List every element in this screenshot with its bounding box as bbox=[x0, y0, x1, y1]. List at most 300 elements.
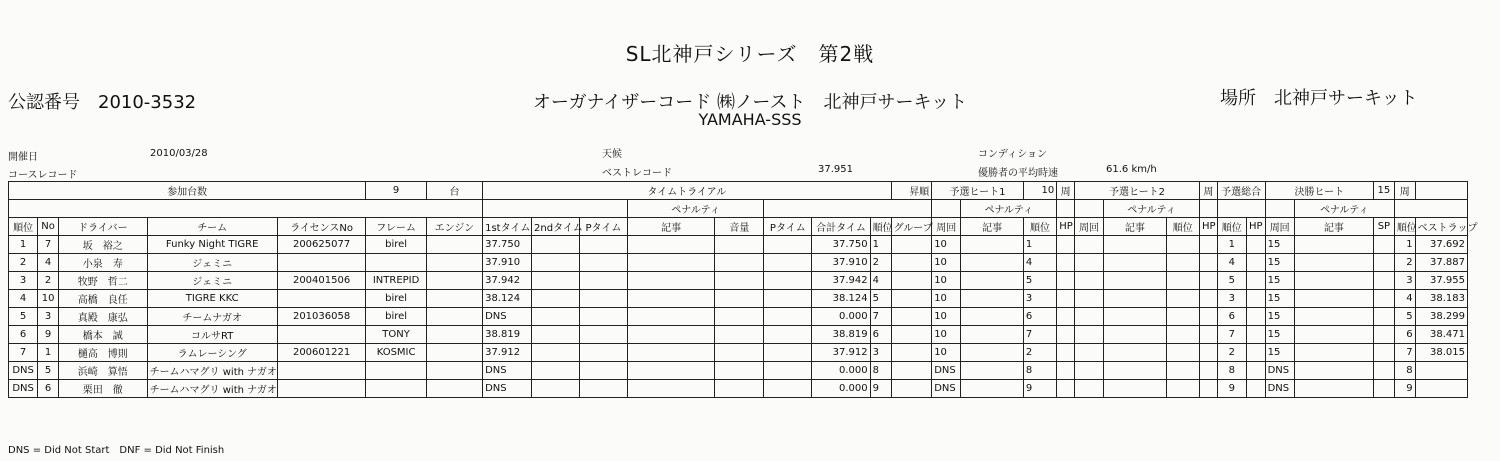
venue: 場所 北神戸サーキット bbox=[1220, 88, 1418, 109]
cell-q-pos: 8 bbox=[1217, 362, 1246, 380]
date-value: 2010/03/28 bbox=[150, 148, 208, 159]
blank-cell bbox=[715, 254, 764, 272]
blank-cell bbox=[1294, 344, 1373, 362]
blank-cell bbox=[627, 272, 715, 290]
time-trial-label: タイムトライアル bbox=[483, 182, 891, 200]
column-header-row bbox=[9, 218, 1468, 236]
cell-total: 37.750 bbox=[812, 236, 870, 254]
blank-cell bbox=[1373, 326, 1394, 344]
heat1-penalty-label: ペナルティ bbox=[961, 200, 1057, 218]
blank-cell bbox=[1104, 290, 1167, 308]
blank-cell bbox=[715, 272, 764, 290]
page-title: SL北神戸シリーズ 第2戦 bbox=[625, 42, 875, 66]
blank-cell bbox=[579, 308, 627, 326]
blank-cell bbox=[1246, 380, 1265, 398]
blank-cell bbox=[1294, 236, 1373, 254]
blank-cell bbox=[532, 362, 580, 380]
blank-cell bbox=[1294, 308, 1373, 326]
cell-t1: 38.819 bbox=[483, 326, 532, 344]
cell-frame bbox=[366, 254, 426, 272]
blank-cell bbox=[715, 236, 764, 254]
blank-cell bbox=[715, 380, 764, 398]
column-header: 記事 bbox=[1294, 218, 1373, 236]
blank-cell bbox=[1057, 344, 1075, 362]
cell-f-laps: 15 bbox=[1265, 290, 1294, 308]
column-header: 合計タイム bbox=[812, 218, 870, 236]
cell-pos: DNS bbox=[9, 362, 38, 380]
blank-cell bbox=[1104, 308, 1167, 326]
final-label: 決勝ヒート bbox=[1265, 182, 1373, 200]
blank-cell bbox=[1246, 308, 1265, 326]
blank-cell bbox=[1104, 272, 1167, 290]
cell-h1-laps: DNS bbox=[932, 362, 961, 380]
blank-cell bbox=[1294, 326, 1373, 344]
column-header: ライセンスNo bbox=[277, 218, 366, 236]
cell-t1: 38.124 bbox=[483, 290, 532, 308]
cell-tt-pos: 3 bbox=[870, 344, 891, 362]
blank-cell bbox=[1373, 290, 1394, 308]
blank-cell bbox=[1373, 362, 1394, 380]
blank-cell bbox=[1166, 380, 1199, 398]
cell-h1-pos: 6 bbox=[1023, 308, 1056, 326]
cell-total: 38.819 bbox=[812, 326, 870, 344]
best-record-value: 37.951 bbox=[818, 164, 853, 175]
cell-pos: 1 bbox=[9, 236, 38, 254]
blank-cell bbox=[1166, 308, 1199, 326]
entries-count: 9 bbox=[366, 182, 426, 200]
cell-no: 2 bbox=[38, 272, 59, 290]
blank-cell bbox=[9, 200, 483, 218]
table-row bbox=[9, 344, 1468, 362]
blank-cell bbox=[627, 290, 715, 308]
blank-cell bbox=[1246, 236, 1265, 254]
cell-h1-laps: 10 bbox=[932, 272, 961, 290]
cell-tt-pos: 4 bbox=[870, 272, 891, 290]
blank-cell bbox=[579, 236, 627, 254]
cell-h1-laps: 10 bbox=[932, 290, 961, 308]
cell-frame: birel bbox=[366, 290, 426, 308]
column-header: 周回 bbox=[1265, 218, 1294, 236]
blank-cell bbox=[1057, 236, 1075, 254]
cell-team: チームナガオ bbox=[147, 308, 277, 326]
cell-frame bbox=[366, 362, 426, 380]
column-header: 順位 bbox=[1023, 218, 1056, 236]
cell-pos: 6 bbox=[9, 326, 38, 344]
blank-cell bbox=[764, 344, 812, 362]
cell-h1-pos: 7 bbox=[1023, 326, 1056, 344]
blank-cell bbox=[891, 290, 932, 308]
column-header: 音量 bbox=[715, 218, 764, 236]
column-header: HP bbox=[1057, 218, 1075, 236]
blank-cell bbox=[1057, 254, 1075, 272]
blank-cell bbox=[764, 200, 932, 218]
blank-cell bbox=[627, 362, 715, 380]
cell-team: Funky Night TIGRE bbox=[147, 236, 277, 254]
cell-h1-laps: 10 bbox=[932, 308, 961, 326]
cell-tt-pos: 2 bbox=[870, 254, 891, 272]
column-header: 記事 bbox=[1104, 218, 1167, 236]
entries-label: 参加台数 bbox=[9, 182, 366, 200]
cell-f-pos: 4 bbox=[1394, 290, 1415, 308]
blank-cell bbox=[532, 254, 580, 272]
cell-h1-laps: 10 bbox=[932, 236, 961, 254]
blank-cell bbox=[1074, 344, 1103, 362]
blank-cell bbox=[579, 380, 627, 398]
blank-cell bbox=[961, 236, 1024, 254]
qual-total-label: 予選総合 bbox=[1217, 182, 1265, 200]
blank-cell bbox=[891, 236, 932, 254]
blank-cell bbox=[891, 308, 932, 326]
blank-cell bbox=[1104, 344, 1167, 362]
column-header: 周回 bbox=[932, 218, 961, 236]
cell-h1-laps: 10 bbox=[932, 254, 961, 272]
blank-cell bbox=[764, 290, 812, 308]
cell-t1: 37.910 bbox=[483, 254, 532, 272]
cell-total: 0.000 bbox=[812, 362, 870, 380]
blank-cell bbox=[627, 344, 715, 362]
blank-cell bbox=[1057, 362, 1075, 380]
best-record-label: ベストレコード bbox=[602, 168, 672, 179]
cell-f-laps: 15 bbox=[1265, 272, 1294, 290]
cell-no: 4 bbox=[38, 254, 59, 272]
blank-cell bbox=[627, 380, 715, 398]
blank-cell bbox=[579, 290, 627, 308]
cell-f-pos: 5 bbox=[1394, 308, 1415, 326]
cell-license: 200601221 bbox=[277, 344, 366, 362]
cell-tt-pos: 8 bbox=[870, 362, 891, 380]
table-row bbox=[9, 308, 1468, 326]
cell-license bbox=[277, 380, 366, 398]
blank-cell bbox=[961, 254, 1024, 272]
blank-cell bbox=[579, 254, 627, 272]
blank-cell bbox=[1104, 326, 1167, 344]
cell-pos: 2 bbox=[9, 254, 38, 272]
blank-cell bbox=[1074, 272, 1103, 290]
blank-cell bbox=[891, 362, 932, 380]
cell-tt-pos: 9 bbox=[870, 380, 891, 398]
blank-cell bbox=[1294, 290, 1373, 308]
cell-t1: 37.942 bbox=[483, 272, 532, 290]
cell-pos: 4 bbox=[9, 290, 38, 308]
blank-cell bbox=[579, 344, 627, 362]
cell-team: TIGRE KKC bbox=[147, 290, 277, 308]
cell-t1: DNS bbox=[483, 308, 532, 326]
blank-cell bbox=[764, 272, 812, 290]
final-penalty-label: ペナルティ bbox=[1294, 200, 1394, 218]
blank-cell bbox=[1199, 254, 1217, 272]
cell-f-pos: 7 bbox=[1394, 344, 1415, 362]
blank-cell bbox=[1074, 326, 1103, 344]
blank-cell bbox=[579, 326, 627, 344]
blank-cell bbox=[961, 344, 1024, 362]
blank-cell bbox=[961, 380, 1024, 398]
blank-cell bbox=[1074, 380, 1103, 398]
cell-driver: 樋高 博則 bbox=[59, 344, 148, 362]
column-header: ドライバー bbox=[59, 218, 148, 236]
blank-cell bbox=[715, 326, 764, 344]
cell-no: 1 bbox=[38, 344, 59, 362]
cell-best: 37.692 bbox=[1415, 236, 1467, 254]
blank-cell bbox=[715, 290, 764, 308]
column-header: 1stタイム bbox=[483, 218, 532, 236]
cell-driver: 高橋 良任 bbox=[59, 290, 148, 308]
cell-no: 6 bbox=[38, 380, 59, 398]
blank-cell bbox=[1373, 254, 1394, 272]
blank-cell bbox=[715, 344, 764, 362]
blank-cell bbox=[1166, 272, 1199, 290]
blank-cell bbox=[426, 380, 482, 398]
blank-cell bbox=[1057, 326, 1075, 344]
column-header: SP bbox=[1373, 218, 1394, 236]
table-row bbox=[9, 380, 1468, 398]
cell-driver: 栗田 徹 bbox=[59, 380, 148, 398]
cell-tt-pos: 7 bbox=[870, 308, 891, 326]
heat1-label: 予選ヒート1 bbox=[932, 182, 1024, 200]
cell-driver: 牧野 哲二 bbox=[59, 272, 148, 290]
blank-cell bbox=[532, 236, 580, 254]
cell-q-pos: 4 bbox=[1217, 254, 1246, 272]
blank-cell bbox=[961, 362, 1024, 380]
cell-f-laps: DNS bbox=[1265, 380, 1294, 398]
blank-cell bbox=[579, 272, 627, 290]
cell-no: 10 bbox=[38, 290, 59, 308]
blank-cell bbox=[715, 362, 764, 380]
cell-team: コルサRT bbox=[147, 326, 277, 344]
column-header: フレーム bbox=[366, 218, 426, 236]
blank-cell bbox=[1415, 182, 1467, 200]
cell-h1-pos: 5 bbox=[1023, 272, 1056, 290]
blank-cell bbox=[891, 344, 932, 362]
blank-cell bbox=[579, 362, 627, 380]
blank-cell bbox=[715, 308, 764, 326]
cell-h1-laps: 10 bbox=[932, 344, 961, 362]
cell-best: 38.299 bbox=[1415, 308, 1467, 326]
blank-cell bbox=[532, 308, 580, 326]
heat2-label: 予選ヒート2 bbox=[1074, 182, 1199, 200]
weather-label: 天候 bbox=[602, 149, 622, 160]
blank-cell bbox=[1246, 326, 1265, 344]
column-header: 周回 bbox=[1074, 218, 1103, 236]
cell-license: 200625077 bbox=[277, 236, 366, 254]
cell-no: 9 bbox=[38, 326, 59, 344]
blank-cell bbox=[426, 236, 482, 254]
blank-cell bbox=[532, 380, 580, 398]
cell-frame: birel bbox=[366, 308, 426, 326]
blank-cell bbox=[1166, 254, 1199, 272]
cell-no: 3 bbox=[38, 308, 59, 326]
cell-f-pos: 9 bbox=[1394, 380, 1415, 398]
cell-no: 7 bbox=[38, 236, 59, 254]
blank-cell bbox=[1074, 362, 1103, 380]
cell-driver: 浜崎 算悟 bbox=[59, 362, 148, 380]
column-header: エンジン bbox=[426, 218, 482, 236]
cell-license bbox=[277, 254, 366, 272]
blank-cell bbox=[1265, 200, 1294, 218]
course-record-label: コースレコード bbox=[8, 170, 78, 181]
blank-cell bbox=[1373, 344, 1394, 362]
approval-number: 公認番号 2010-3532 bbox=[8, 92, 197, 113]
cell-no: 5 bbox=[38, 362, 59, 380]
blank-cell bbox=[1104, 254, 1167, 272]
cell-total: 37.912 bbox=[812, 344, 870, 362]
column-header: 順位 bbox=[1166, 218, 1199, 236]
cell-pos: DNS bbox=[9, 380, 38, 398]
blank-cell bbox=[1199, 272, 1217, 290]
blank-cell bbox=[891, 380, 932, 398]
header-row-2 bbox=[9, 200, 1468, 218]
cell-tt-pos: 5 bbox=[870, 290, 891, 308]
cell-q-pos: 3 bbox=[1217, 290, 1246, 308]
blank-cell bbox=[764, 254, 812, 272]
blank-cell bbox=[1166, 236, 1199, 254]
cell-h1-pos: 9 bbox=[1023, 380, 1056, 398]
cell-license bbox=[277, 290, 366, 308]
results-table bbox=[8, 181, 1478, 398]
blank-cell bbox=[532, 272, 580, 290]
cell-h1-pos: 4 bbox=[1023, 254, 1056, 272]
blank-cell bbox=[627, 236, 715, 254]
blank-cell bbox=[1199, 344, 1217, 362]
blank-cell bbox=[1373, 272, 1394, 290]
blank-cell bbox=[1057, 272, 1075, 290]
cell-h1-pos: 3 bbox=[1023, 290, 1056, 308]
blank-cell bbox=[1166, 326, 1199, 344]
blank-cell bbox=[627, 254, 715, 272]
column-header: HP bbox=[1246, 218, 1265, 236]
blank-cell bbox=[764, 236, 812, 254]
legend-note: DNS = Did Not Start DNF = Did Not Finish bbox=[8, 445, 225, 456]
blank-cell bbox=[1199, 326, 1217, 344]
cell-h1-laps: DNS bbox=[932, 380, 961, 398]
cell-total: 0.000 bbox=[812, 380, 870, 398]
blank-cell bbox=[1294, 380, 1373, 398]
heat1-laps: 10 bbox=[1023, 182, 1056, 200]
cell-pos: 3 bbox=[9, 272, 38, 290]
cell-q-pos: 6 bbox=[1217, 308, 1246, 326]
cell-best: 38.471 bbox=[1415, 326, 1467, 344]
column-header: Pタイム bbox=[579, 218, 627, 236]
column-header: チーム bbox=[147, 218, 277, 236]
cell-team: ジェミニ bbox=[147, 254, 277, 272]
cell-f-pos: 2 bbox=[1394, 254, 1415, 272]
cell-h1-pos: 1 bbox=[1023, 236, 1056, 254]
blank-cell bbox=[764, 380, 812, 398]
blank-cell bbox=[1074, 200, 1103, 218]
heat2-penalty-label: ペナルティ bbox=[1104, 200, 1200, 218]
cell-q-pos: 5 bbox=[1217, 272, 1246, 290]
cell-total: 37.942 bbox=[812, 272, 870, 290]
blank-cell bbox=[1166, 290, 1199, 308]
blank-cell bbox=[627, 326, 715, 344]
blank-cell bbox=[1199, 362, 1217, 380]
cell-license bbox=[277, 326, 366, 344]
cell-best: 38.015 bbox=[1415, 344, 1467, 362]
cell-total: 0.000 bbox=[812, 308, 870, 326]
cell-t1: DNS bbox=[483, 362, 532, 380]
cell-total: 37.910 bbox=[812, 254, 870, 272]
blank-cell bbox=[1373, 380, 1394, 398]
cell-f-laps: 15 bbox=[1265, 326, 1294, 344]
cell-f-laps: 15 bbox=[1265, 236, 1294, 254]
column-header: No bbox=[38, 218, 59, 236]
blank-cell bbox=[1373, 308, 1394, 326]
blank-cell bbox=[1057, 380, 1075, 398]
blank-cell bbox=[532, 344, 580, 362]
blank-cell bbox=[1104, 362, 1167, 380]
blank-cell bbox=[1074, 290, 1103, 308]
cell-f-laps: 15 bbox=[1265, 344, 1294, 362]
cell-best: 37.887 bbox=[1415, 254, 1467, 272]
blank-cell bbox=[1246, 290, 1265, 308]
blank-cell bbox=[891, 272, 932, 290]
cell-t1: DNS bbox=[483, 380, 532, 398]
blank-cell bbox=[1199, 308, 1217, 326]
column-header: 順位 bbox=[1394, 218, 1415, 236]
blank-cell bbox=[426, 308, 482, 326]
cell-h1-laps: 10 bbox=[932, 326, 961, 344]
cell-q-pos: 2 bbox=[1217, 344, 1246, 362]
blank-cell bbox=[764, 308, 812, 326]
blank-cell bbox=[1294, 254, 1373, 272]
blank-cell bbox=[764, 362, 812, 380]
blank-cell bbox=[1166, 344, 1199, 362]
cell-driver: 真殿 康弘 bbox=[59, 308, 148, 326]
entries-unit: 台 bbox=[426, 182, 482, 200]
table-row bbox=[9, 272, 1468, 290]
final-laps: 15 bbox=[1373, 182, 1394, 200]
blank-cell bbox=[1057, 200, 1075, 218]
blank-cell bbox=[891, 326, 932, 344]
blank-cell bbox=[1074, 254, 1103, 272]
column-header: HP bbox=[1199, 218, 1217, 236]
cell-team: ラムレーシング bbox=[147, 344, 277, 362]
cell-team: ジェミニ bbox=[147, 272, 277, 290]
blank-cell bbox=[426, 254, 482, 272]
cell-pos: 7 bbox=[9, 344, 38, 362]
column-header: ベストラップ bbox=[1415, 218, 1467, 236]
final-laps-unit: 周 bbox=[1394, 182, 1415, 200]
blank-cell bbox=[1217, 200, 1265, 218]
cell-license: 200401506 bbox=[277, 272, 366, 290]
avg-speed-value: 61.6 km/h bbox=[1106, 164, 1157, 175]
blank-cell bbox=[961, 326, 1024, 344]
heat2-laps-unit: 周 bbox=[1199, 182, 1217, 200]
cell-pos: 5 bbox=[9, 308, 38, 326]
column-header: 2ndタイム bbox=[532, 218, 580, 236]
cell-frame bbox=[366, 380, 426, 398]
cell-f-laps: 15 bbox=[1265, 254, 1294, 272]
blank-cell bbox=[1199, 290, 1217, 308]
blank-cell bbox=[426, 326, 482, 344]
cell-t1: 37.912 bbox=[483, 344, 532, 362]
blank-cell bbox=[426, 290, 482, 308]
blank-cell bbox=[532, 326, 580, 344]
blank-cell bbox=[1057, 308, 1075, 326]
blank-cell bbox=[627, 308, 715, 326]
column-header: 順位 bbox=[870, 218, 891, 236]
cell-f-pos: 8 bbox=[1394, 362, 1415, 380]
blank-cell bbox=[1199, 200, 1217, 218]
blank-cell bbox=[1104, 236, 1167, 254]
cell-driver: 橋本 誠 bbox=[59, 326, 148, 344]
tt-penalty-label: ペナルティ bbox=[627, 200, 764, 218]
cell-license bbox=[277, 362, 366, 380]
blank-cell bbox=[1074, 308, 1103, 326]
cell-f-laps: DNS bbox=[1265, 362, 1294, 380]
blank-cell bbox=[532, 290, 580, 308]
blank-cell bbox=[764, 326, 812, 344]
table-row bbox=[9, 362, 1468, 380]
